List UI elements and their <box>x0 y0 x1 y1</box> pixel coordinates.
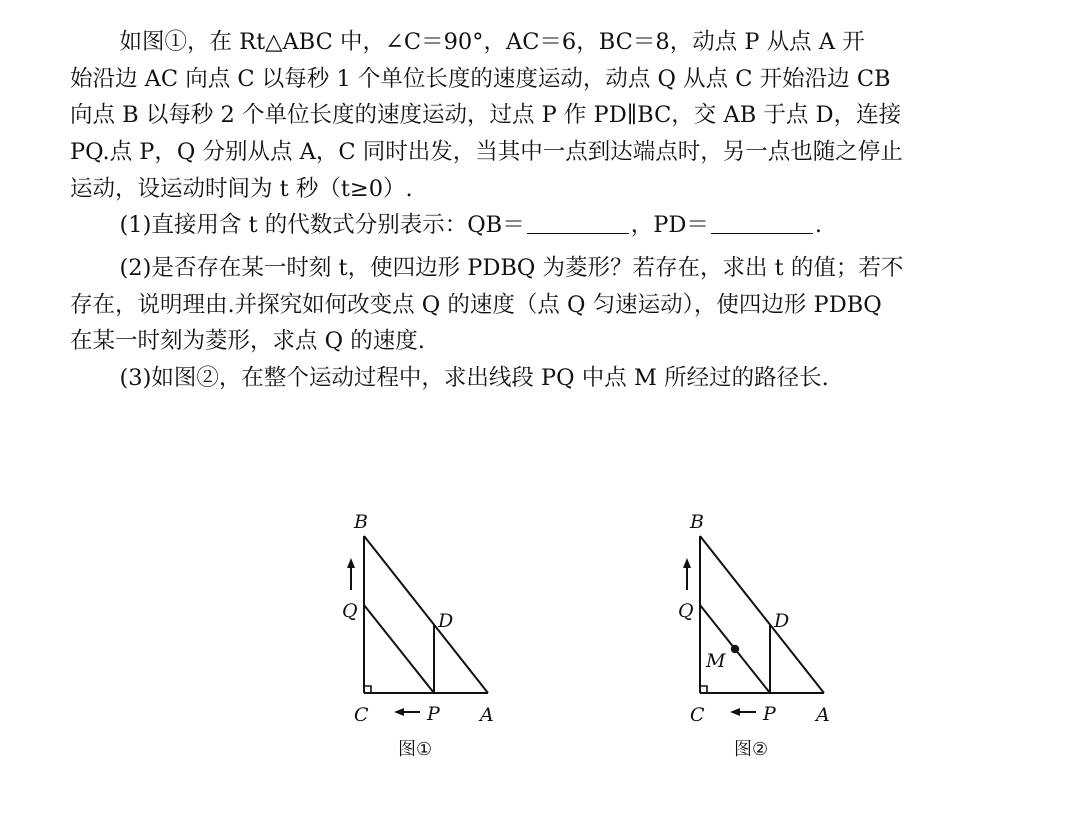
midpoint-m-dot <box>731 645 739 653</box>
problem-line-1: 如图①，在 Rt△ABC 中，∠C＝90°，AC＝6，BC＝8，动点 P 从点 A 开 <box>119 29 865 55</box>
question-1-prefix: (1)直接用含 t 的代数式分别表示：QB＝ <box>119 212 525 239</box>
pd-answer-blank[interactable] <box>711 211 813 235</box>
label-p: P <box>763 703 776 725</box>
problem-text <box>70 24 1030 397</box>
up-arrowhead-icon <box>347 558 355 568</box>
problem-line-2: 始沿边 AC 向点 C 以每秒 1 个单位长度的速度运动，动点 Q 从点 C 开始沿边 CB <box>70 65 891 92</box>
label-m: M <box>706 650 726 672</box>
question-2-line-1: (2)是否存在某一时刻 t，使四边形 PDBQ 为菱形？若存在，求出 t 的值；若不 <box>119 255 904 282</box>
question-1-suffix: . <box>814 212 823 239</box>
label-a: A <box>816 704 830 726</box>
figure-2-diagram <box>666 500 846 770</box>
left-arrowhead-icon <box>730 708 740 716</box>
figure-1 <box>330 500 510 774</box>
figure-2-caption: 图② <box>734 739 769 760</box>
segment-pq <box>364 605 434 693</box>
label-a: A <box>480 704 494 726</box>
problem-line-3: 向点 B 以每秒 2 个单位长度的速度运动，过点 P 作 PD∥BC，交 AB 于点 D，连接 <box>70 102 902 129</box>
question-1 <box>70 207 1030 244</box>
label-c: C <box>354 704 369 726</box>
up-arrowhead-icon <box>683 558 691 568</box>
right-angle-mark <box>700 686 707 693</box>
question-1-mid: ，PD＝ <box>630 212 709 239</box>
label-d: D <box>438 610 454 632</box>
label-b: B <box>690 511 704 533</box>
label-q: Q <box>342 600 358 622</box>
figure-1-caption: 图① <box>398 739 433 760</box>
figure-1-diagram <box>330 500 510 770</box>
figure-2 <box>666 500 846 774</box>
question-2-line-3: 在某一时刻为菱形，求点 Q 的速度. <box>70 328 425 355</box>
right-angle-mark <box>364 686 371 693</box>
qb-answer-blank[interactable] <box>527 211 629 235</box>
label-b: B <box>354 511 368 533</box>
label-q: Q <box>678 600 694 622</box>
label-d: D <box>774 610 790 632</box>
question-3: (3)如图②，在整个运动过程中，求出线段 PQ 中点 M 所经过的路径长. <box>119 365 829 392</box>
label-c: C <box>690 704 705 726</box>
side-ab <box>364 536 488 693</box>
problem-line-5: 运动，设运动时间为 t 秒（t≥0）. <box>70 175 413 202</box>
question-2-line-2: 存在，说明理由.并探究如何改变点 Q 的速度（点 Q 匀速运动），使四边形 PDBQ <box>70 291 882 318</box>
left-arrowhead-icon <box>394 708 404 716</box>
problem-line-4: PQ.点 P，Q 分别从点 A，C 同时出发，当其中一点到达端点时，另一点也随之停止 <box>70 139 903 166</box>
label-p: P <box>427 703 440 725</box>
